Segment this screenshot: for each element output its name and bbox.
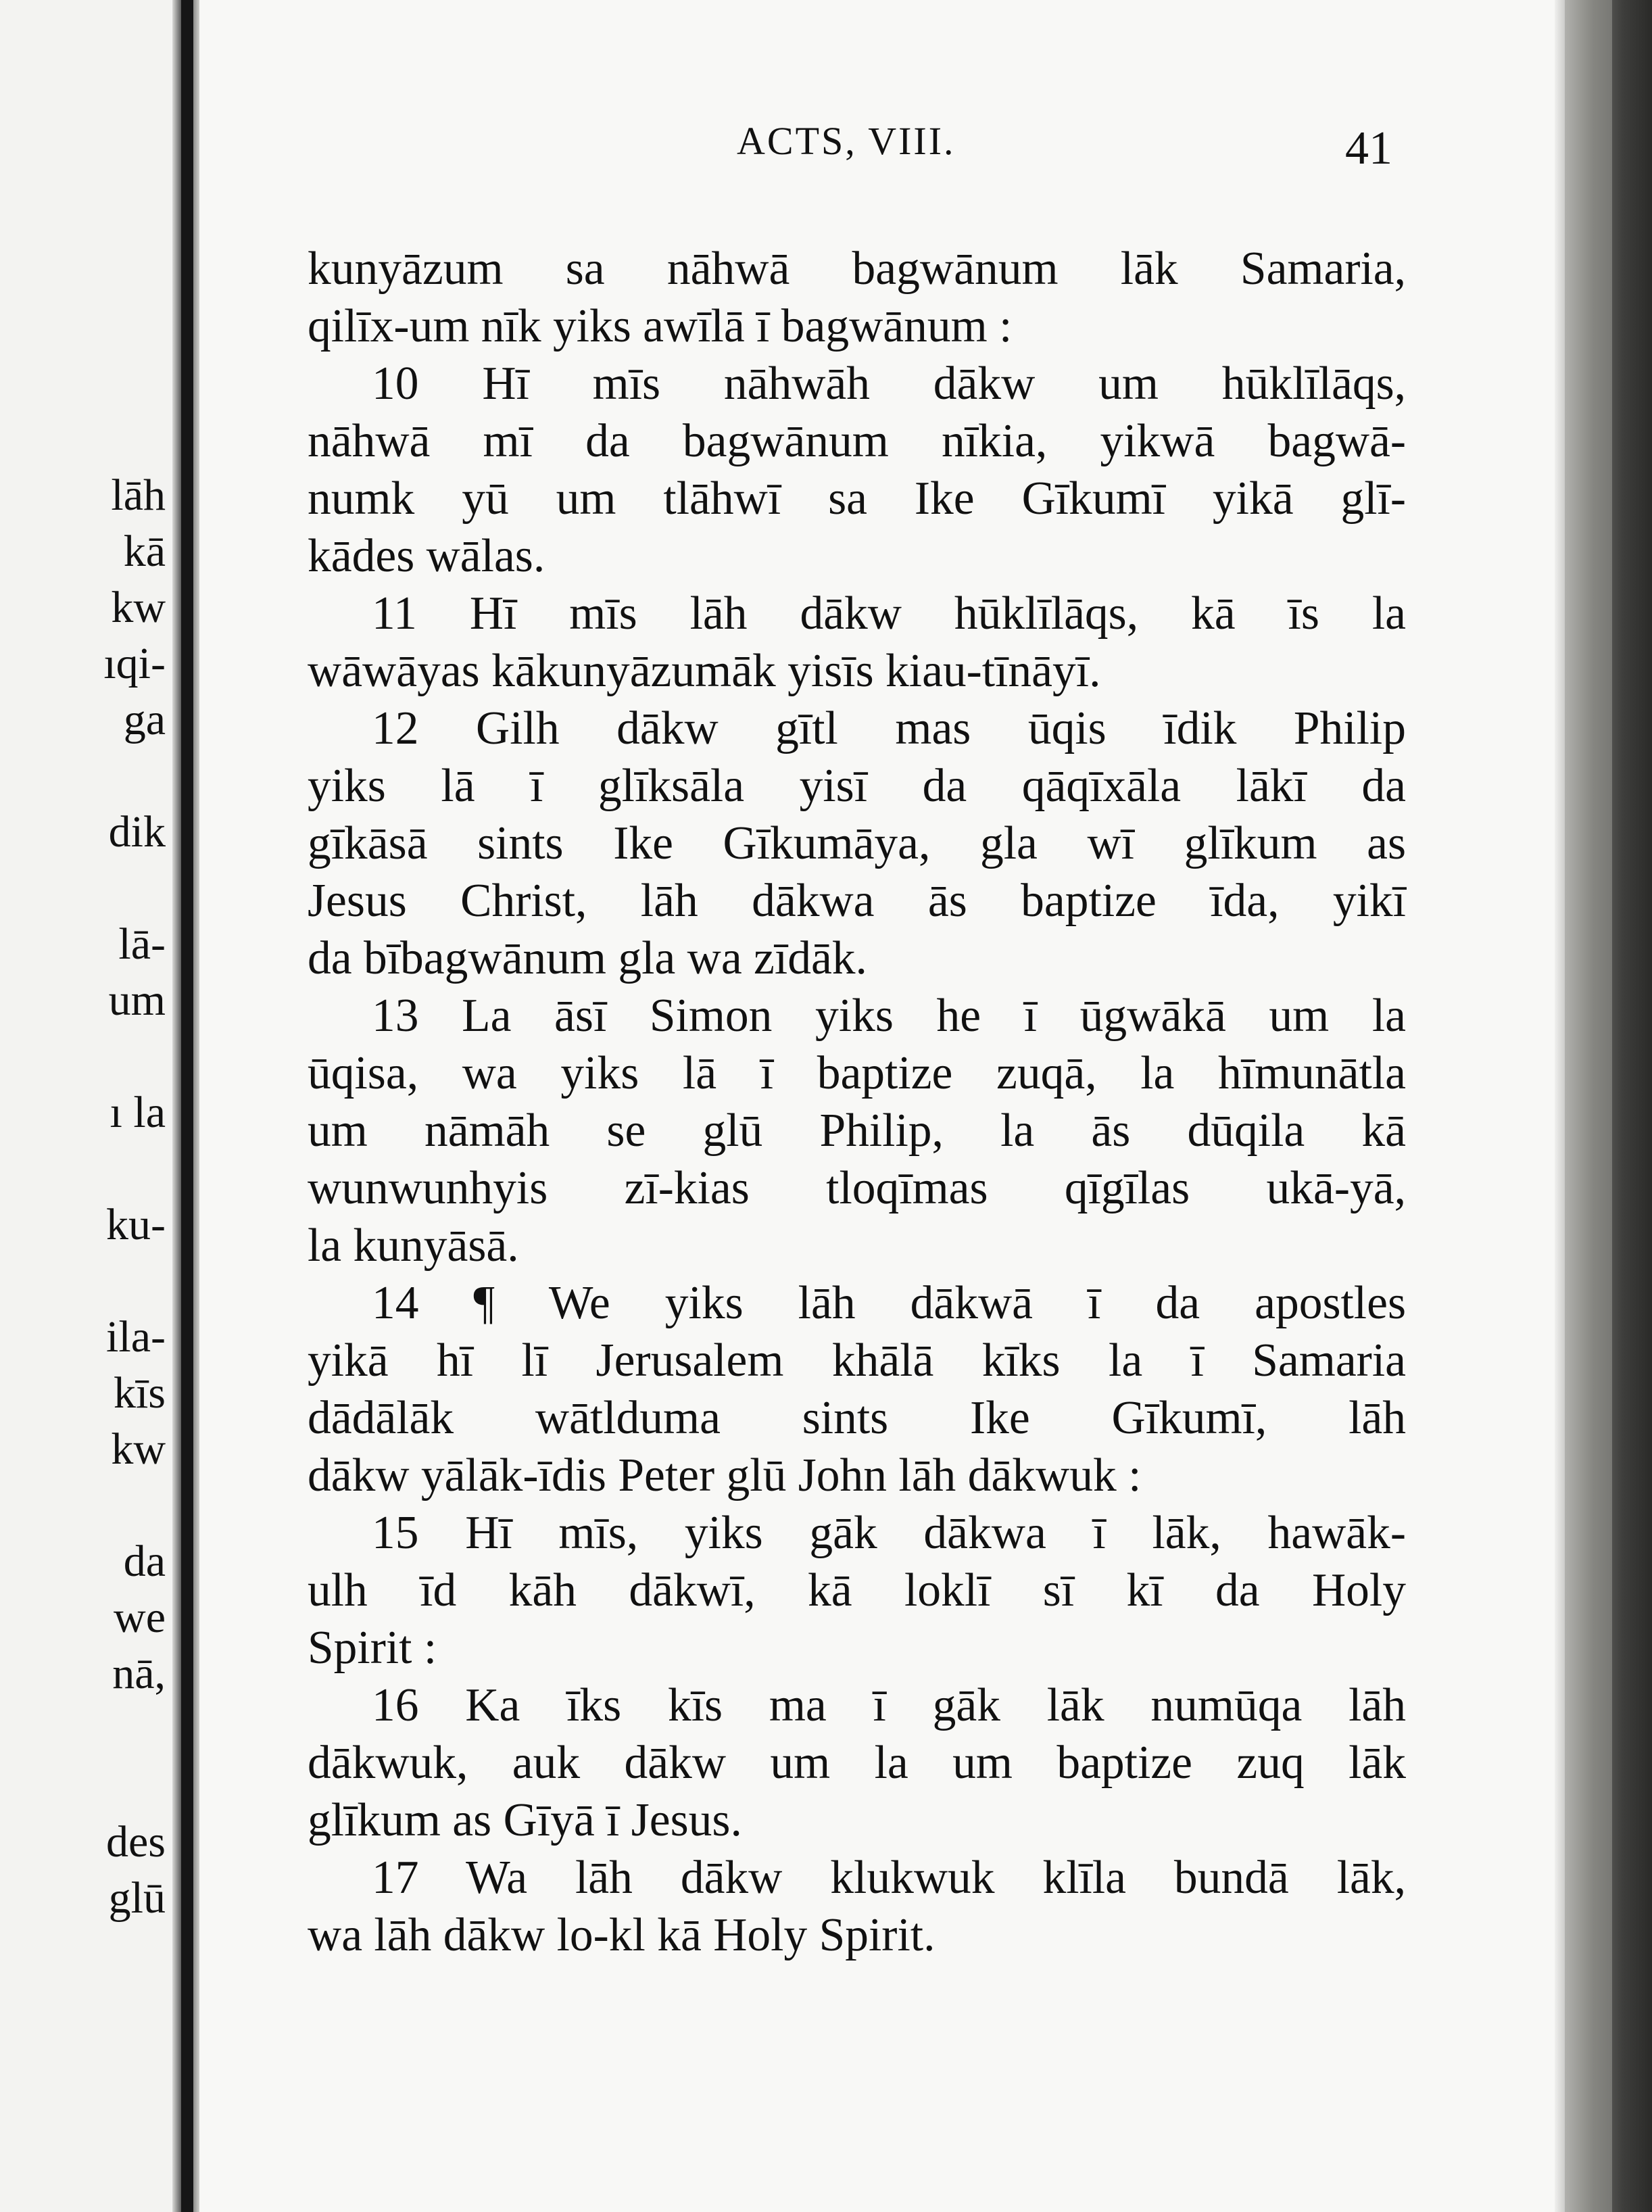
text-line: Jesus Christ, lāh dākwa ās baptize īda, yikī <box>308 875 1406 927</box>
text-line: 14 ¶ We yiks lāh dākwā ī da apostles <box>372 1277 1406 1329</box>
text-line: kādes wālas. <box>308 530 545 582</box>
page-number: 41 <box>1345 122 1392 174</box>
text-line: 11 Hī mīs lāh dākw hūklīlāqs, kā īs la <box>372 587 1406 640</box>
text-line: da bībagwānum gla wa zīdāk. <box>308 932 867 984</box>
text-line: nāhwā mī da bagwānum nīkia, yikwā bagwā- <box>308 415 1406 467</box>
facing-page-fragment: kw <box>111 583 166 632</box>
text-line: kunyāzum sa nāhwā bagwānum lāk Samaria, <box>308 243 1406 295</box>
page-block-edge-highlight <box>1565 0 1612 2212</box>
text-line: 10 Hī mīs nāhwāh dākw um hūklīlāqs, <box>372 358 1406 410</box>
facing-page-fragment: des <box>106 1817 166 1867</box>
facing-page-fragment: glū <box>108 1873 166 1923</box>
body-text <box>308 240 1406 1964</box>
text-line: ulh īd kāh dākwī, kā loklī sī kī da Holy <box>308 1564 1406 1616</box>
facing-page-fragment: kw <box>111 1424 166 1474</box>
text-line: yikā hī lī Jerusalem khālā kīks la ī Samaria <box>308 1335 1406 1387</box>
text-line: 17 Wa lāh dākw klukwuk klīla bundā lāk, <box>372 1852 1406 1904</box>
text-line: wunwunhyis zī-kias tloqīmas qīgīlas ukā-yā, <box>308 1162 1406 1214</box>
text-line: gīkāsā sints Ike Gīkumāya, gla wī glīkum as <box>308 817 1406 869</box>
text-line: dākw yālāk-īdis Peter glū John lāh dākwuk : <box>308 1449 1142 1501</box>
facing-page-fragment: ku- <box>106 1200 166 1249</box>
facing-page-fragment: lā- <box>118 919 166 969</box>
text-line: yiks lā ī glīksāla yisī da qāqīxāla lākī da <box>308 760 1406 812</box>
text-line: um nāmāh se glū Philip, la ās dūqila kā <box>308 1105 1406 1157</box>
text-line: wāwāyas kākunyāzumāk yisīs kiau-tīnāyī. <box>308 645 1101 697</box>
facing-page-fragment: ga <box>123 695 166 744</box>
text-line: la kunyāsā. <box>308 1220 519 1272</box>
facing-page-fragment: um <box>108 976 166 1025</box>
facing-page-fragment: kīs <box>113 1368 166 1418</box>
book-gutter <box>181 0 193 2212</box>
facing-page-fragment: kā <box>123 527 166 576</box>
facing-page-fragment: ı la <box>110 1088 166 1137</box>
text-line: glīkum as Gīyā ī Jesus. <box>308 1794 742 1846</box>
text-line: dādālāk wātlduma sints Ike Gīkumī, lāh <box>308 1392 1406 1444</box>
text-line: qilīx-um nīk yiks awīlā ī bagwānum : <box>308 300 1013 352</box>
text-line: 12 Gilh dākw gītl mas ūqis īdik Philip <box>372 702 1406 754</box>
running-title: ACTS, VIII. <box>737 119 956 163</box>
text-line: Spirit : <box>308 1622 437 1674</box>
text-line: 13 La āsī Simon yiks he ī ūgwākā um la <box>372 990 1406 1042</box>
facing-page-fragment: ıqi- <box>103 639 166 688</box>
text-line: 15 Hī mīs, yiks gāk dākwa ī lāk, hawāk- <box>372 1507 1406 1559</box>
facing-page-fragment: dik <box>108 807 166 857</box>
facing-page-fragment: we <box>114 1593 166 1642</box>
text-line: ūqisa, wa yiks lā ī baptize zuqā, la hīmunātla <box>308 1047 1406 1099</box>
facing-page-fragment: ila- <box>106 1312 166 1362</box>
facing-page-fragment: lāh <box>111 471 166 520</box>
text-line: 16 Ka īks kīs ma ī gāk lāk numūqa lāh <box>372 1679 1406 1731</box>
left-page-edge <box>0 0 183 2212</box>
text-line: wa lāh dākw lo-kl kā Holy Spirit. <box>308 1909 936 1961</box>
text-line: dākwuk, auk dākw um la um baptize zuq lāk <box>308 1737 1406 1789</box>
text-line: numk yū um tlāhwī sa Ike Gīkumī yikā glī- <box>308 473 1406 525</box>
facing-page-fragment: nā, <box>112 1649 166 1698</box>
facing-page-fragment: da <box>123 1537 166 1586</box>
